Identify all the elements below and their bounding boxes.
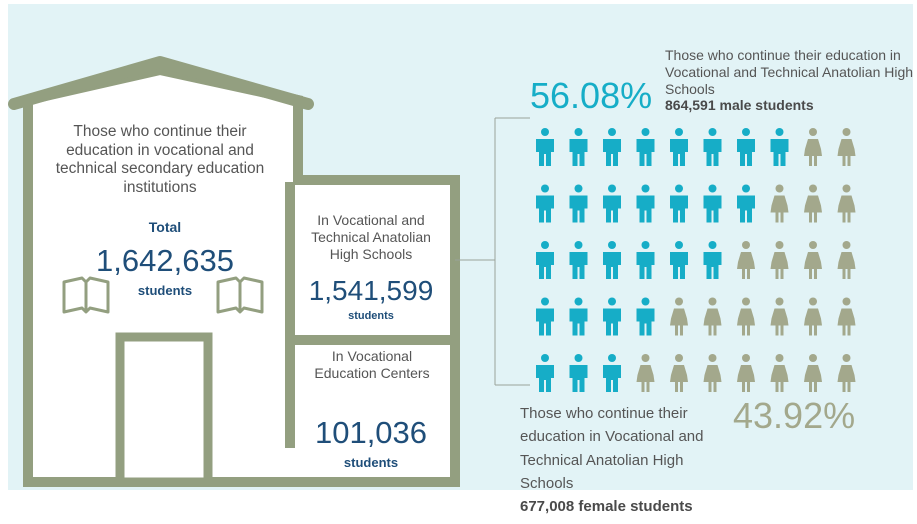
male-person-icon [670, 185, 688, 223]
female-percent: 43.92% [733, 395, 856, 436]
male-person-icon [536, 185, 554, 223]
female-person-icon [771, 241, 789, 279]
male-person-icon [637, 128, 655, 166]
male-person-icon [603, 354, 621, 392]
male-person-icon [570, 241, 588, 279]
male-person-icon [737, 128, 755, 166]
female-person-icon [838, 185, 856, 223]
male-legend-count: 864,591 male students [665, 97, 814, 114]
male-person-icon [670, 128, 688, 166]
female-person-icon [670, 298, 688, 336]
female-person-icon [838, 241, 856, 279]
female-person-icon [804, 128, 822, 166]
female-person-icon [804, 185, 822, 223]
female-person-icon [838, 128, 856, 166]
anatolian-text: In Vocational and Technical Anatolian High Schools [311, 212, 431, 262]
female-person-icon [704, 298, 722, 336]
male-person-icon [536, 298, 554, 336]
male-person-icon [704, 241, 722, 279]
anatolian-value: 1,541,599 [308, 275, 434, 306]
female-person-icon [737, 354, 755, 392]
male-person-icon [637, 298, 655, 336]
male-person-icon [704, 185, 722, 223]
male-person-icon [670, 241, 688, 279]
male-person-icon [570, 185, 588, 223]
total-label: Total [148, 219, 182, 235]
centers-value: 101,036 [314, 415, 428, 450]
total-value: 1,642,635 [96, 243, 234, 278]
centers-text: In Vocational Education Centers [314, 348, 430, 381]
male-person-icon [536, 354, 554, 392]
female-legend-text: Those who continue their education in Vocational and Technical Anatolian High Schools [520, 405, 704, 492]
male-person-icon [737, 185, 755, 223]
female-person-icon [670, 354, 688, 392]
male-person-icon [603, 241, 621, 279]
female-person-icon [771, 185, 789, 223]
centers-unit: students [343, 455, 399, 470]
male-percent: 56.08% [530, 75, 653, 116]
female-person-icon [804, 354, 822, 392]
female-person-icon [737, 298, 755, 336]
male-legend-text: Those who continue their education in Vocational and Technical Anatolian High Schools [665, 47, 914, 97]
male-person-icon [603, 128, 621, 166]
male-person-icon [603, 185, 621, 223]
house-main-text: Those who continue their education in vocational and technical secondary education institutions [55, 123, 265, 196]
male-person-icon [536, 241, 554, 279]
female-person-icon [838, 354, 856, 392]
male-person-icon [603, 298, 621, 336]
male-person-icon [771, 128, 789, 166]
male-person-icon [570, 298, 588, 336]
anatolian-unit: students [348, 310, 394, 322]
female-person-icon [771, 354, 789, 392]
male-person-icon [536, 128, 554, 166]
male-person-icon [637, 241, 655, 279]
male-person-icon [570, 354, 588, 392]
male-person-icon [704, 128, 722, 166]
female-person-icon [737, 241, 755, 279]
female-person-icon [838, 298, 856, 336]
male-person-icon [637, 185, 655, 223]
female-person-icon [771, 298, 789, 336]
female-person-icon [637, 354, 655, 392]
female-person-icon [804, 298, 822, 336]
total-unit: students [137, 283, 193, 298]
female-legend-count: 677,008 female students [520, 498, 693, 515]
female-person-icon [804, 241, 822, 279]
female-person-icon [704, 354, 722, 392]
male-person-icon [570, 128, 588, 166]
